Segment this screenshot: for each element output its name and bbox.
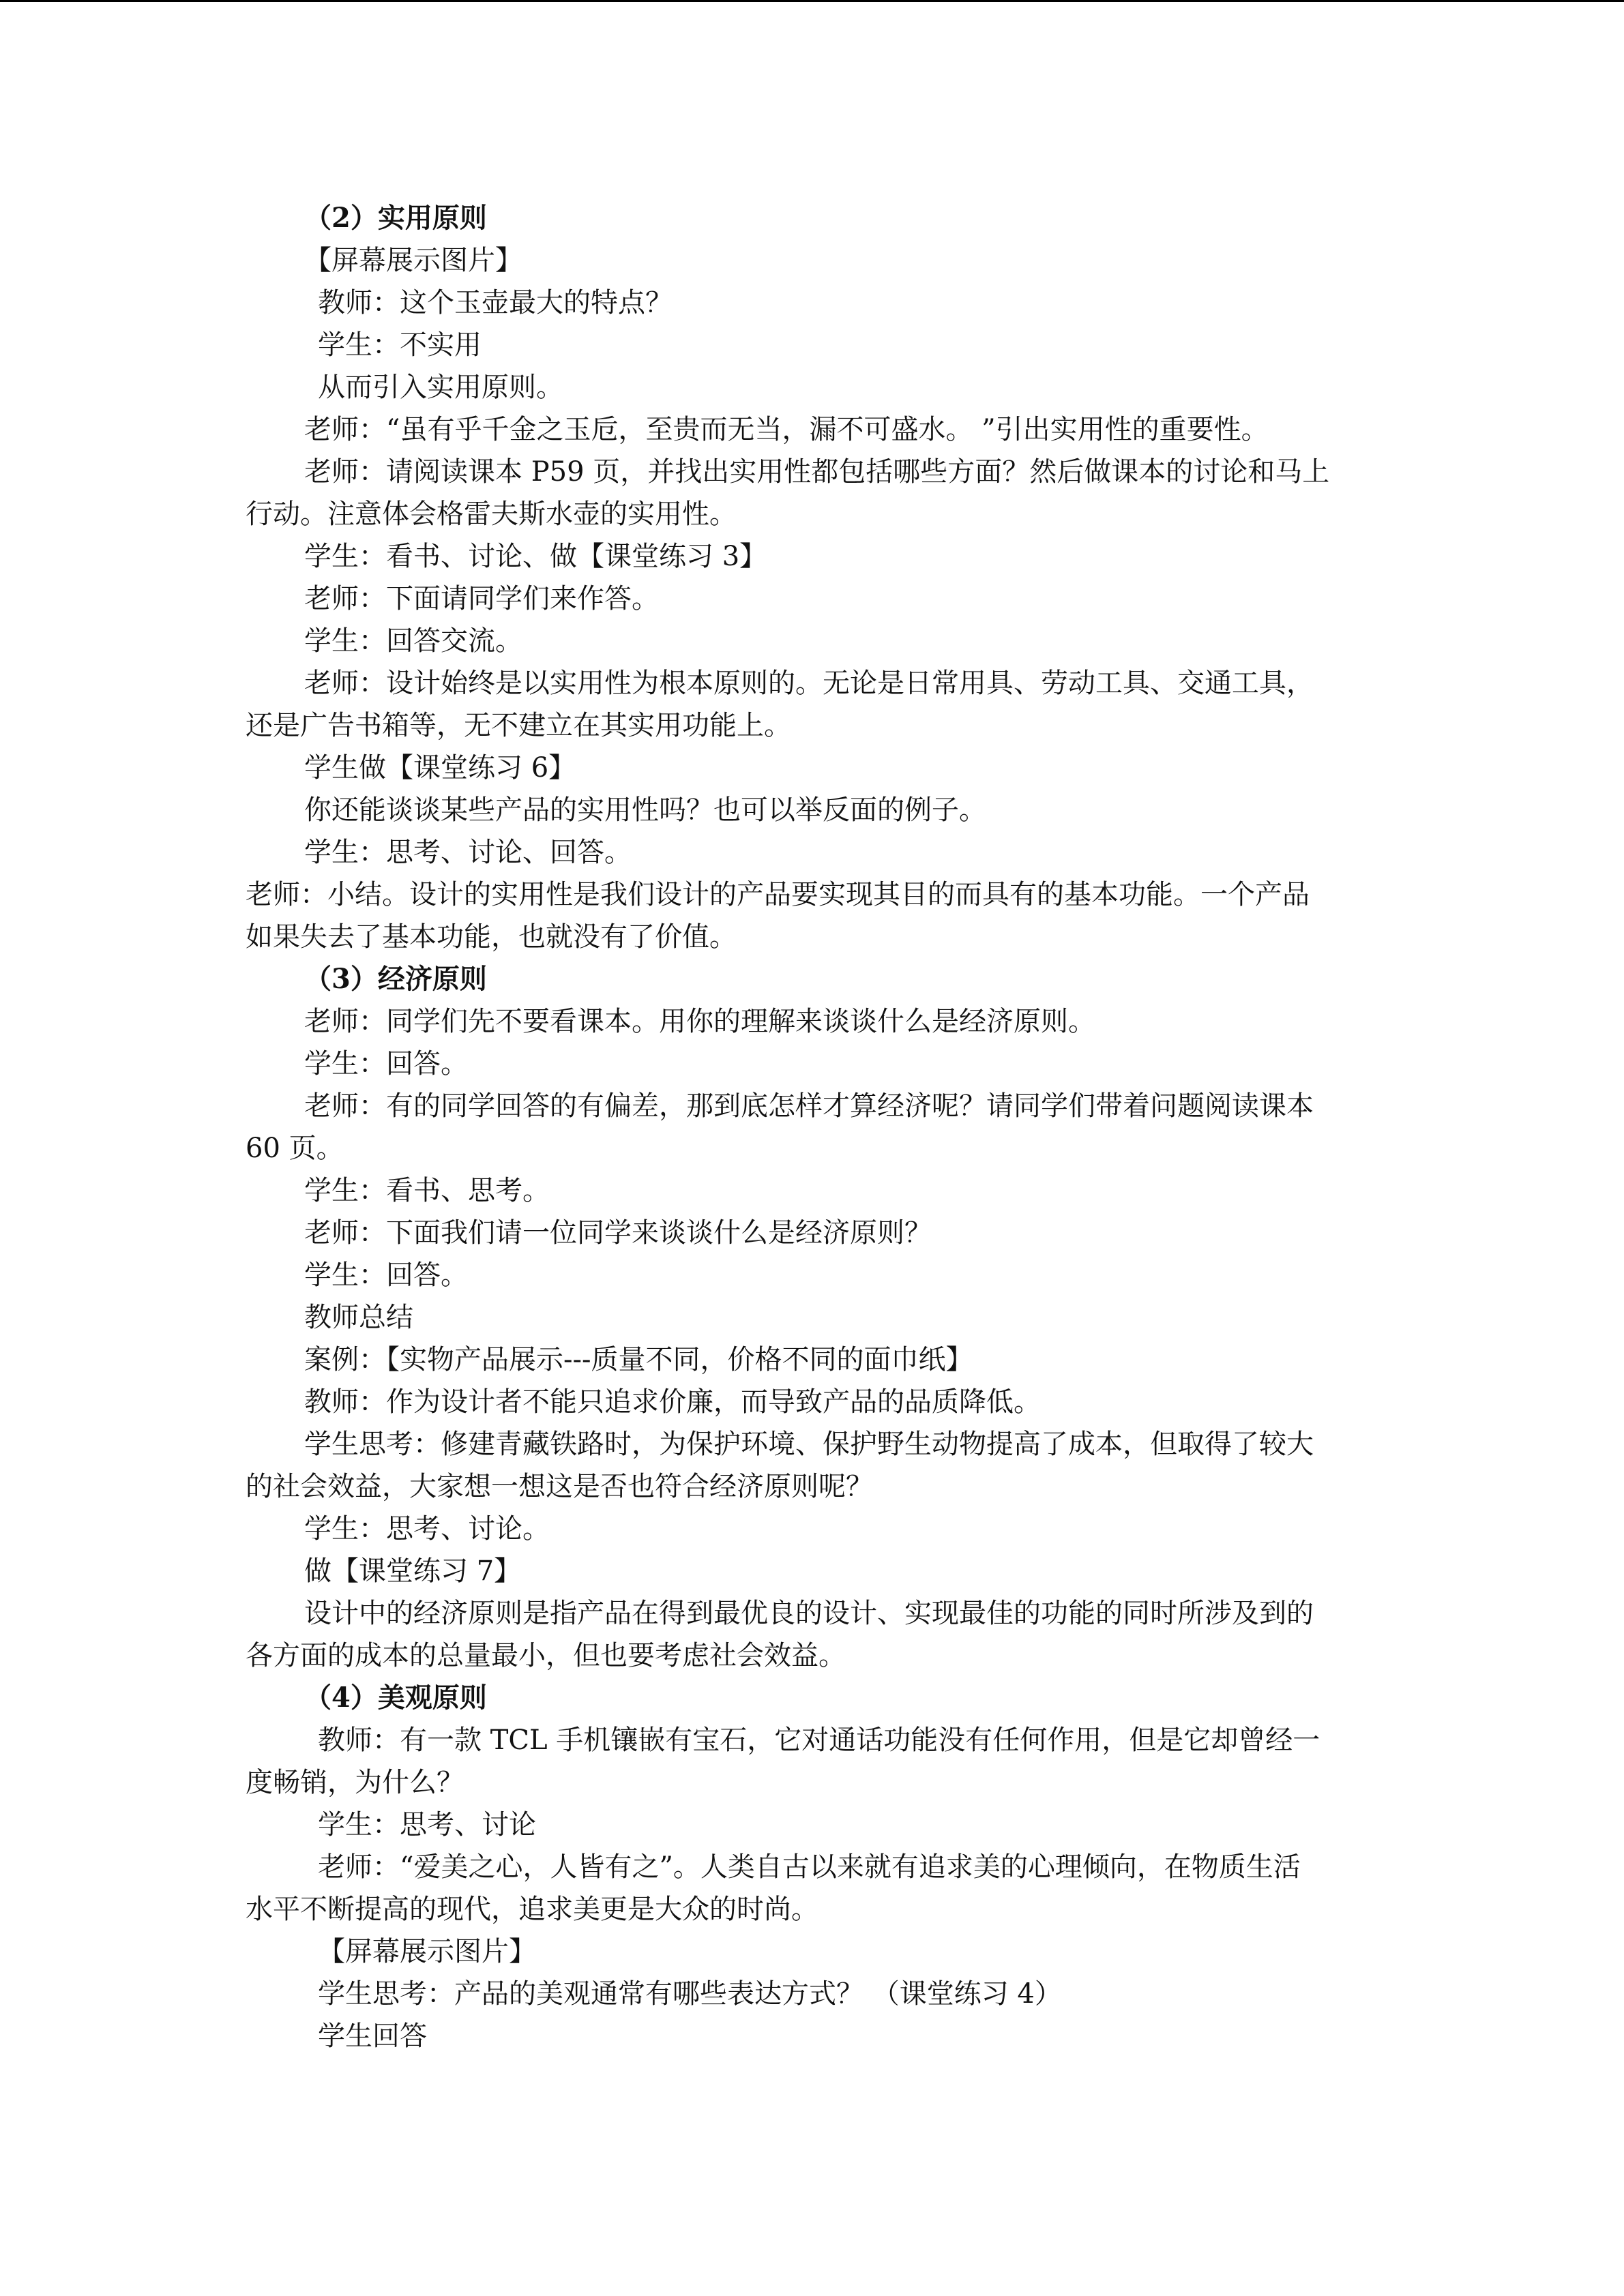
paragraph-line: 老师：小结。设计的实用性是我们设计的产品要实现其目的而具有的基本功能。一个产品 [246, 879, 1310, 910]
paragraph-line: 老师：“虽有乎千金之玉卮，至贵而无当，漏不可盛水。 ”引出实用性的重要性。 [304, 414, 1269, 445]
paragraph-line: 学生：思考、讨论、回答。 [304, 837, 632, 868]
paragraph-line: 老师：设计始终是以实用性为根本原则的。无论是日常用具、劳动工具、交通工具， [304, 668, 1314, 699]
paragraph-line: 老师：请阅读课本 P59 页，并找出实用性都包括哪些方面？然后做课本的讨论和马上 [304, 456, 1330, 488]
paragraph-line: 水平不断提高的现代，追求美更是大众的时尚。 [246, 1894, 818, 1925]
paragraph-line: 如果失去了基本功能，也就没有了价值。 [246, 921, 737, 953]
paragraph-line: 老师：下面我们请一位同学来谈谈什么是经济原则？ [304, 1217, 932, 1249]
paragraph-line: 学生：思考、讨论 [318, 1809, 536, 1840]
paragraph-line: 的社会效益，大家想一想这是否也符合经济原则呢？ [246, 1471, 873, 1502]
paragraph-line: 做【课堂练习 7】 [304, 1555, 522, 1587]
paragraph-line: 教师：有一款 TCL 手机镶嵌有宝石，它对通话功能没有任何作用，但是它却曾经一 [318, 1725, 1320, 1756]
paragraph-line: 行动。注意体会格雷夫斯水壶的实用性。 [246, 498, 737, 530]
paragraph-line: 学生回答 [318, 2021, 427, 2052]
paragraph-line: 教师：这个玉壶最大的特点？ [318, 287, 673, 318]
paragraph-line: 学生：回答交流。 [304, 625, 522, 657]
paragraph-line: 学生：回答。 [304, 1048, 468, 1079]
paragraph-line: 学生：看书、思考。 [304, 1175, 550, 1206]
paragraph-line: 60 页。 [246, 1133, 344, 1164]
paragraph-line: 学生：不实用 [318, 329, 482, 361]
paragraph-line: 学生：思考、讨论。 [304, 1513, 550, 1545]
paragraph-line: 案例：【实物产品展示---质量不同，价格不同的面巾纸】 [304, 1344, 973, 1375]
paragraph-line: 老师：同学们先不要看课本。用你的理解来谈谈什么是经济原则。 [304, 1006, 1095, 1037]
paragraph-line: 学生思考：产品的美观通常有哪些表达方式？ （课堂练习 4） [318, 1978, 1062, 2010]
paragraph-line: 还是广告书箱等，无不建立在其实用功能上。 [246, 710, 791, 741]
paragraph-line: 度畅销，为什么？ [246, 1767, 464, 1798]
paragraph-line: 教师总结 [304, 1302, 413, 1333]
paragraph-line: 老师：“爱美之心，人皆有之”。人类自古以来就有追求美的心理倾向，在物质生活 [318, 1851, 1301, 1883]
paragraph-line: 从而引入实用原则。 [318, 372, 563, 403]
paragraph-line: 老师：有的同学回答的有偏差，那到底怎样才算经济呢？请同学们带着问题阅读课本 [304, 1090, 1314, 1122]
section-heading-aesthetic: （4）美观原则 [304, 1682, 487, 1714]
paragraph-line: 老师：下面请同学们来作答。 [304, 583, 659, 614]
section-heading-practical: （2）实用原则 [304, 202, 487, 234]
paragraph-line: 学生：回答。 [304, 1259, 468, 1291]
paragraph-line: 各方面的成本的总量最小，但也要考虑社会效益。 [246, 1640, 846, 1671]
paragraph-line: 【屏幕展示图片】 [304, 245, 522, 276]
section-heading-economic: （3）经济原则 [304, 963, 487, 995]
paragraph-line: 设计中的经济原则是指产品在得到最优良的设计、实现最佳的功能的同时所涉及到的 [304, 1598, 1314, 1629]
paragraph-line: 学生做【课堂练习 6】 [304, 752, 576, 784]
paragraph-line: 学生：看书、讨论、做【课堂练习 3】 [304, 541, 767, 572]
paragraph-line: 你还能谈谈某些产品的实用性吗？也可以举反面的例子。 [304, 794, 986, 826]
paragraph-line: 【屏幕展示图片】 [318, 1936, 536, 1967]
paragraph-line: 教师：作为设计者不能只追求价廉，而导致产品的品质降低。 [304, 1386, 1041, 1418]
paragraph-line: 学生思考：修建青藏铁路时，为保护环境、保护野生动物提高了成本，但取得了较大 [304, 1429, 1314, 1460]
